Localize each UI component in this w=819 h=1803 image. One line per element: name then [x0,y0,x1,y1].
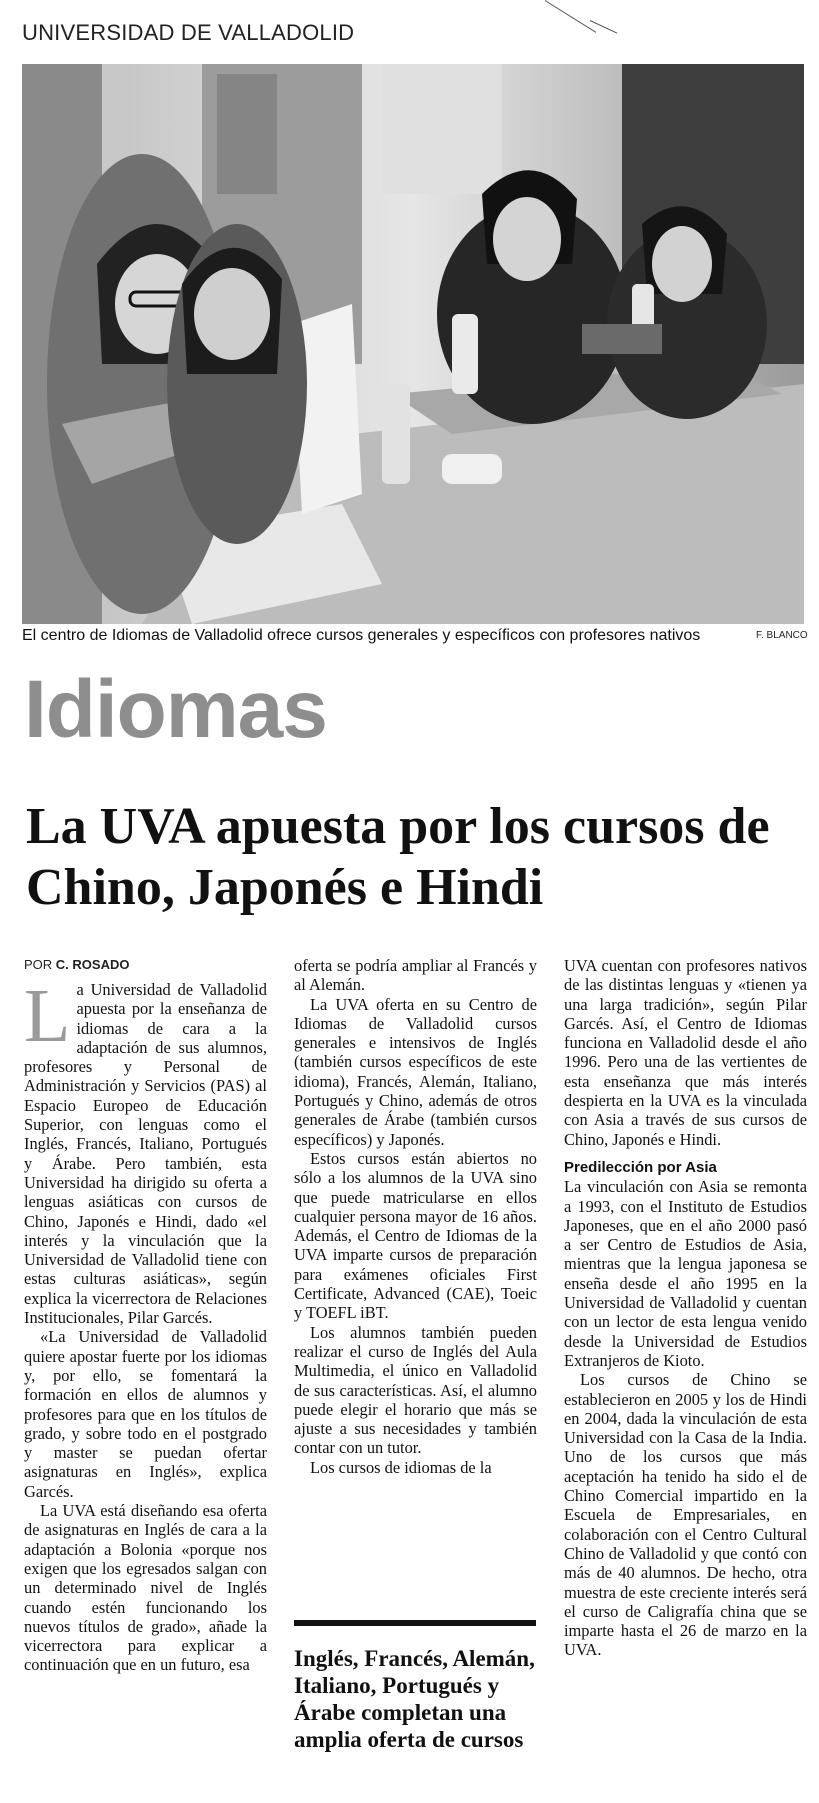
paragraph: La UVA está diseñando esa oferta de asignaturas en Inglés de cara a la adaptación a Bolonia «porque nos exigen que los egresados salgan con un determinado nivel de Inglés cuando estén funcionando los nuevos títulos de grado», añade la vicerrectora para explicar a continuación que en un futuro, esa [24,1501,267,1675]
paragraph: Los cursos de idiomas de la [310,1457,492,1477]
paragraph-text: a Universidad de Valladolid apuesta por la enseñanza de idiomas de cara a la adaptación de sus alumnos, profesores y Personal de Administración y Servicios (PAS) al Espacio Europeo de Educación Superior, con lenguas como el Inglés, Francés, Italiano, Portugués y Árabe. Pero también, esta Universidad ha dirigido su oferta a lenguas asiáticas con cursos de Chino, Japonés e Hindi, dado «el interés y la vinculación que la Universidad de Valladolid tiene con estas culturas asiáticas», según explica la vicerrectora de Relaciones Institucionales, Pilar Garcés. [24,980,267,1328]
pullquote: Inglés, Francés, Alemán, Italiano, Portugués y Árabe completan una amplia oferta de cursos [294,1646,535,1752]
subheading: Predilección por Asia [564,1158,717,1176]
water-bottle [452,314,478,394]
section-label: UNIVERSIDAD DE VALLADOLID [22,20,355,45]
classroom-photo [22,64,804,624]
paragraph [24,974,267,1328]
paragraph: Estos cursos están abiertos no sólo a los alumnos de la UVA sino que puede matricularse en ellos cualquier persona mayor de 16 años. Además, el Centro de Idiomas de la UVA imparte cursos de preparación para exámenes oficiales First Certificate, Advanced (CAE), Toeic y TOEFL iBT. [294,1148,537,1323]
article-column-3 [564,956,807,1660]
headline: La UVA apuesta por los cursos de Chino, Japonés e Hindi [26,798,770,916]
window [382,64,502,194]
byline-author: C. ROSADO [55,957,130,972]
section-kicker: Idiomas [24,664,327,755]
paragraph: «La Universidad de Valladolid quiere apostar fuerte por los idiomas y, por ello, se fomentará la formación en ellos de alumnos y profesores para que en los títulos de grado, y sobre todo en el postgrado y master se puedan ofertar asignaturas en Inglés», explica Garcés. [24,1327,267,1501]
decorative-line [545,0,596,33]
paragraph: UVA cuentan con profesores nativos de las distintas lenguas y «tienen ya una larga tradición», según Pilar Garcés. Así, el Centro de Idiomas funciona en Valladolid desde el año 1996. Pero una de las vertientes de esta enseñanza que más interés despierta en la UVA es la vinculada con Asia a través de sus cursos de Chino, Japonés e Hindi. [564,956,807,1149]
paragraph: oferta se podría ampliar al Francés y al Alemán. [294,956,537,995]
drop-cap: L [24,974,71,1058]
paragraph: La vinculación con Asia se remonta a 1993, con el Instituto de Estudios Japoneses, que en el año 2000 pasó a ser Centro de Estudios de Asia, mientras que la lengua japonesa se enseña desde el año 1995 en la Universidad de Valladolid y cuentan con un lector de esta lengua venido desde la Universidad de Estudios Extranjeros de Kioto. [564,1177,807,1370]
article-column-1 [24,956,267,1675]
paragraph: La UVA oferta en su Centro de Idiomas de Valladolid cursos generales e intensivos de Inglés (también cursos específicos de este idioma), Francés, Alemán, Italiano, Portugués y Chino, además de otros generales de Árabe (también cursos específicos) y Japonés. [294,994,537,1149]
paragraph: Los cursos de Chino se establecieron en 2005 y los de Hindi en 2004, dada la vinculación de esta Universidad con la Casa de la India. Uno de los cursos que más aceptación ha tenido ha sido el de Chino Comercial impartido en la Escuela de Empresariales, en colaboración con el Centro Cultural Chino de Valladolid y que contó con más de 40 alumnos. De hecho, otra muestra de este creciente interés será el curso de Caligrafía china que se imparte hasta el 26 de marzo en la UVA. [564,1370,807,1660]
pullquote-rule [294,1620,536,1626]
photo-caption: El centro de Idiomas de Valladolid ofrece cursos generales y específicos con profesores nativos [22,627,701,644]
byline-prefix: POR [24,957,53,972]
photo-credit: F. BLANCO [756,630,808,641]
water-bottle [382,384,410,484]
paragraph: Los alumnos también pueden realizar el curso de Inglés del Aula Multimedia, el único en Valladolid de sus características. Así, el alumno puede elegir el horario que más se ajuste a sus necesidades y también contar con un tutor. [294,1322,537,1458]
article-column-2 [294,956,537,1477]
